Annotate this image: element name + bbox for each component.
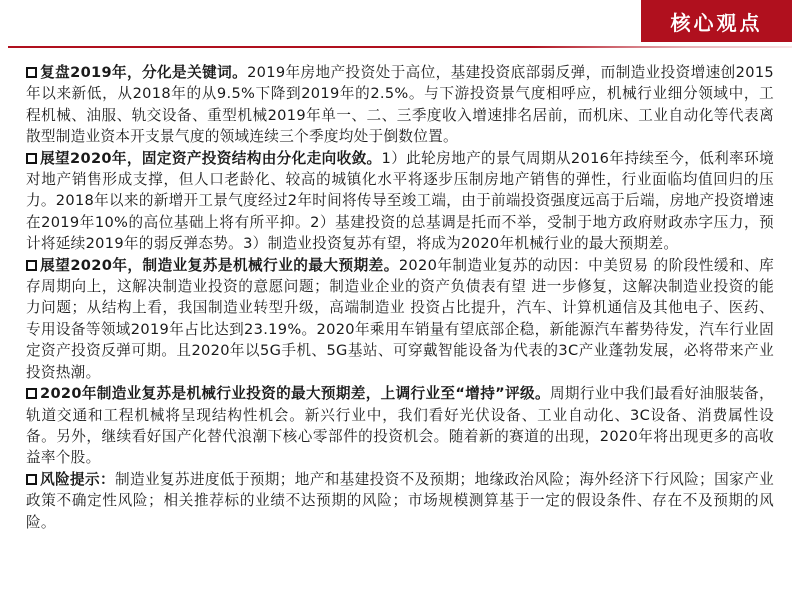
header-divider [8,46,528,48]
checkbox-square-icon [26,388,37,399]
paragraph-lead: 展望2020年，制造业复苏是机械行业的最大预期差。 [40,256,399,274]
section-title-tab [641,0,792,42]
paragraph-body: 周期行业中我们最看好油服装备，轨道交通和工程机械将呈现结构性机会。新兴行业中，我们看好光伏设备、工业自动化、3C设备、消费属性设备。另外，继续看好国产化替代浪潮下核心零部件的投资机会。随着新的赛道的出现，2020年将出现更多的高收益率个股。 [26,385,774,467]
paragraph-body: 2019年房地产投资处于高位，基建投资底部弱反弹，而制造业投资增速创2015年以来新低，从2018年的从9.5%下降到2019年的2.5%。与下游投资景气度相呼应，机械行业细分领域中，工程机械、油服、轨交设备、重型机械2019年单一、二、三季度收入增速排名居前，而机床、工业自动化等代表离散型制造业资本开支景气度的领域连续三个季度均处于倒数位置。 [26,64,775,146]
paragraph-lead: 展望2020年，固定资产投资结构由分化走向收敛。 [40,149,382,167]
paragraph-review-2019 [26,62,774,148]
paragraph-lead: 风险提示： [40,470,115,488]
section-title: 核心观点 [670,10,763,35]
checkbox-square-icon [26,153,37,164]
paragraph-outlook-manufacturing-recovery [26,255,774,383]
paragraph-body: 制造业复苏进度低于预期；地产和基建投资不及预期；地缘政治风险；海外经济下行风险；国家产业政策不确定性风险；相关推荐标的业绩不达预期的风险；市场规模测算基于一定的假设条件、存在不及预期的风险。 [26,470,774,531]
checkbox-square-icon [26,67,37,78]
core-views-body [26,62,774,533]
paragraph-body: 1）此轮房地产的景气周期从2016年持续至今，低利率环境对地产销售形成支撑，但人口老龄化、较高的城镇化水平将逐步压制房地产销售的弹性，行业面临均值回归的压力。2018年以来的新增开工景气度经过2年时间将传导至竣工端，由于前端投资强度远高于后端，房地产投资增速在2019年10%的高位基础上将有所平抑。2）基建投资的总基调是托而不举，受制于地方政府财政赤字压力，预计将延续2019年的弱反弹态势。3）制造业投资复苏有望，将成为2020年机械行业的最大预期差。 [26,149,775,253]
checkbox-square-icon [26,474,37,485]
checkbox-square-icon [26,260,37,271]
paragraph-body: 2020年制造业复苏的动因：中美贸易 的阶段性缓和、库存周期向上，这解决制造业投资的意愿问题；制造业企业的资产负债表有望 进一步修复，这解决制造业投资的能力问题；从结构上看，我国制造业转型升级，高端制造业 投资占比提升，汽车、计算机通信及其他电子、医药、专用设备等领域2019年占比达到23.19%。2020年乘用车销量有望底部企稳，新能源汽车蓄势待发，汽车行业固定资产投资反弹可期。且2020年以5G手机、5G基站、可穿戴智能设备为代表的3C产业蓬勃发展，必将带来产业投资热潮。 [26,256,774,381]
paragraph-rating-upgrade [26,383,774,469]
header-divider-fade [528,46,792,48]
paragraph-lead: 2020年制造业复苏是机械行业投资的最大预期差，上调行业至“增持”评级。 [40,385,550,403]
paragraph-outlook-investment-structure [26,148,774,255]
paragraph-lead: 复盘2019年，分化是关键词。 [40,64,248,81]
paragraph-risk-warning [26,469,774,533]
